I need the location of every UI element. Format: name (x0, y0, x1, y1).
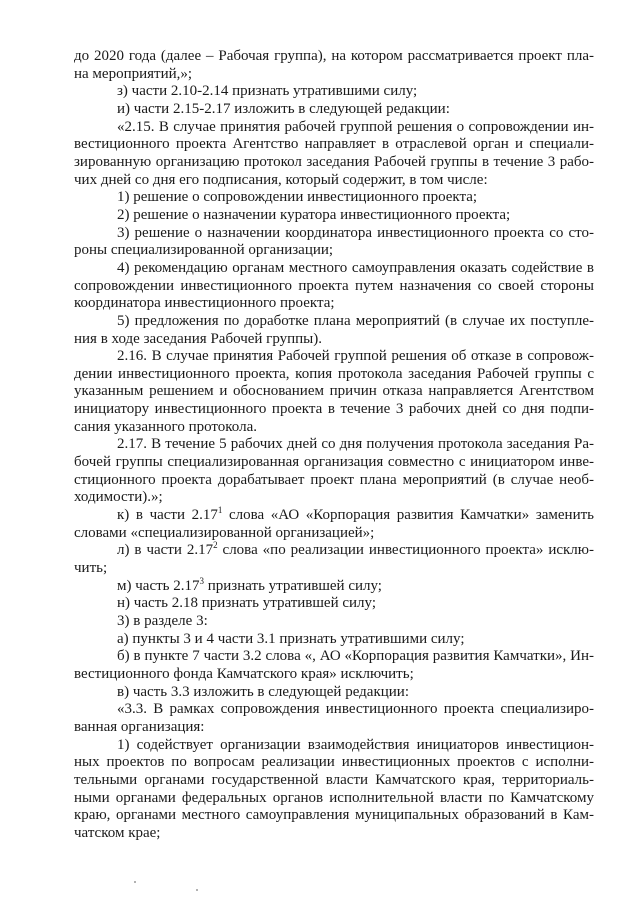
text-line: ходимости).»; (74, 489, 163, 506)
text-line: зированную организацию протокол заседания Рабочей группы в течение 3 рабо- (74, 153, 594, 170)
text-line: б) в пункте 7 части 3.2 слова «, АО «Корпорация развития Камчатки», Ин- (117, 648, 594, 665)
superscript: 3 (199, 575, 204, 586)
superscript: 1 (217, 505, 223, 516)
text-line: з) части 2.10-2.14 признать утратившими силу; (117, 83, 418, 100)
text-line: до 2020 года (далее – Рабочая группа), на котором рассматривается проект пла- (74, 48, 594, 64)
text-line: 4) рекомендацию органам местного самоуправления оказать содействие в (117, 259, 594, 276)
text-line: м) часть 2.17$^3$ признать утратившей силу; (117, 575, 382, 594)
text-line: ными органами федеральных органов исполнительной власти по Камчатскому (74, 789, 594, 806)
text-line: ванная организация: (74, 718, 205, 735)
text-line: стиционного проекта дорабатывает проект плана мероприятий (в случае необ- (74, 471, 594, 488)
text-line: на мероприятий,»; (74, 65, 193, 82)
text-line: словами «специализированной организацией»; (74, 524, 375, 541)
text-line: указанным решением и обоснованием причин отказа направляется Агентством (74, 383, 594, 400)
text-line: 3) решение о назначении координатора инвестиционного проекта со сто- (117, 224, 594, 241)
text-line: н) часть 2.18 признать утратившей силу; (117, 595, 376, 612)
scan-speck (134, 881, 136, 883)
text-line: вестиционного проекта Агентство направляет в отраслевой орган и специали- (74, 136, 594, 153)
text-line: чих дней со дня его подписания, который содержит, в том числе: (74, 171, 488, 188)
text-line: координатора инвестиционного проекта; (74, 295, 335, 312)
text-line: и) части 2.15-2.17 изложить в следующей редакции: (117, 100, 450, 117)
text-line: 1) содействует организации взаимодействия инициаторов инвестицион- (117, 736, 594, 753)
superscript: 2 (213, 540, 218, 551)
document-body (74, 48, 594, 843)
text-line: дении инвестиционного проекта, копия протокола заседания Рабочей группы с (74, 365, 594, 382)
text-line: тельными органами государственной власти Камчатского края, территориаль- (74, 771, 594, 788)
text-line: «2.15. В случае принятия рабочей группой решения о сопровождении ин- (117, 118, 594, 135)
text-line: ных проектов по вопросам реализации инвестиционных проектов с исполни- (74, 754, 594, 771)
text-line: «3.3. В рамках сопровождения инвестиционного проекта специализиро- (117, 701, 594, 718)
text-line: чить; (74, 560, 108, 577)
text-line: 2) решение о назначении куратора инвестиционного проекта; (117, 206, 511, 223)
text-line: сания указанного протокола. (74, 418, 257, 435)
text-line: бочей группы специализированная организация совместно с инициатором инве- (74, 454, 594, 471)
text-line: в) часть 3.3 изложить в следующей редакции: (117, 683, 409, 700)
text-line: 5) предложения по доработке плана мероприятий (в случае их поступле- (117, 312, 594, 329)
text-line: роны специализированной организации; (74, 242, 334, 259)
text-line: вестиционного фонда Камчатского края» исключить; (74, 665, 414, 682)
text-line: 2.16. В случае принятия Рабочей группой решения об отказе в сопровож- (117, 348, 594, 365)
text-line: л) в части 2.17$^2$ слова «по реализации инвестиционного проекта» исклю- (117, 540, 594, 559)
text-line: чатском крае; (74, 824, 161, 841)
text-line: ния в ходе заседания Рабочей группы). (74, 330, 323, 347)
text-line: 3) в разделе 3: (117, 613, 208, 629)
text-line: краю, органами местного самоуправления муниципальных образований в Кам- (74, 807, 594, 824)
text-line: 1) решение о сопровождении инвестиционного проекта; (117, 189, 478, 206)
scan-speck (196, 889, 198, 891)
text-line: к) в части 2.17$^1$ слова «АО «Корпорация развития Камчатки» заменить (117, 505, 594, 524)
text-line: 2.17. В течение 5 рабочих дней со дня получения протокола заседания Ра- (117, 436, 594, 453)
text-line: сопровождении инвестиционного проекта путем назначения со своей стороны (74, 277, 594, 294)
text-line: инициатору инвестиционного проекта в течение 3 рабочих дней со дня подпи- (74, 401, 594, 418)
text-line: а) пункты 3 и 4 части 3.1 признать утратившими силу; (117, 630, 465, 647)
